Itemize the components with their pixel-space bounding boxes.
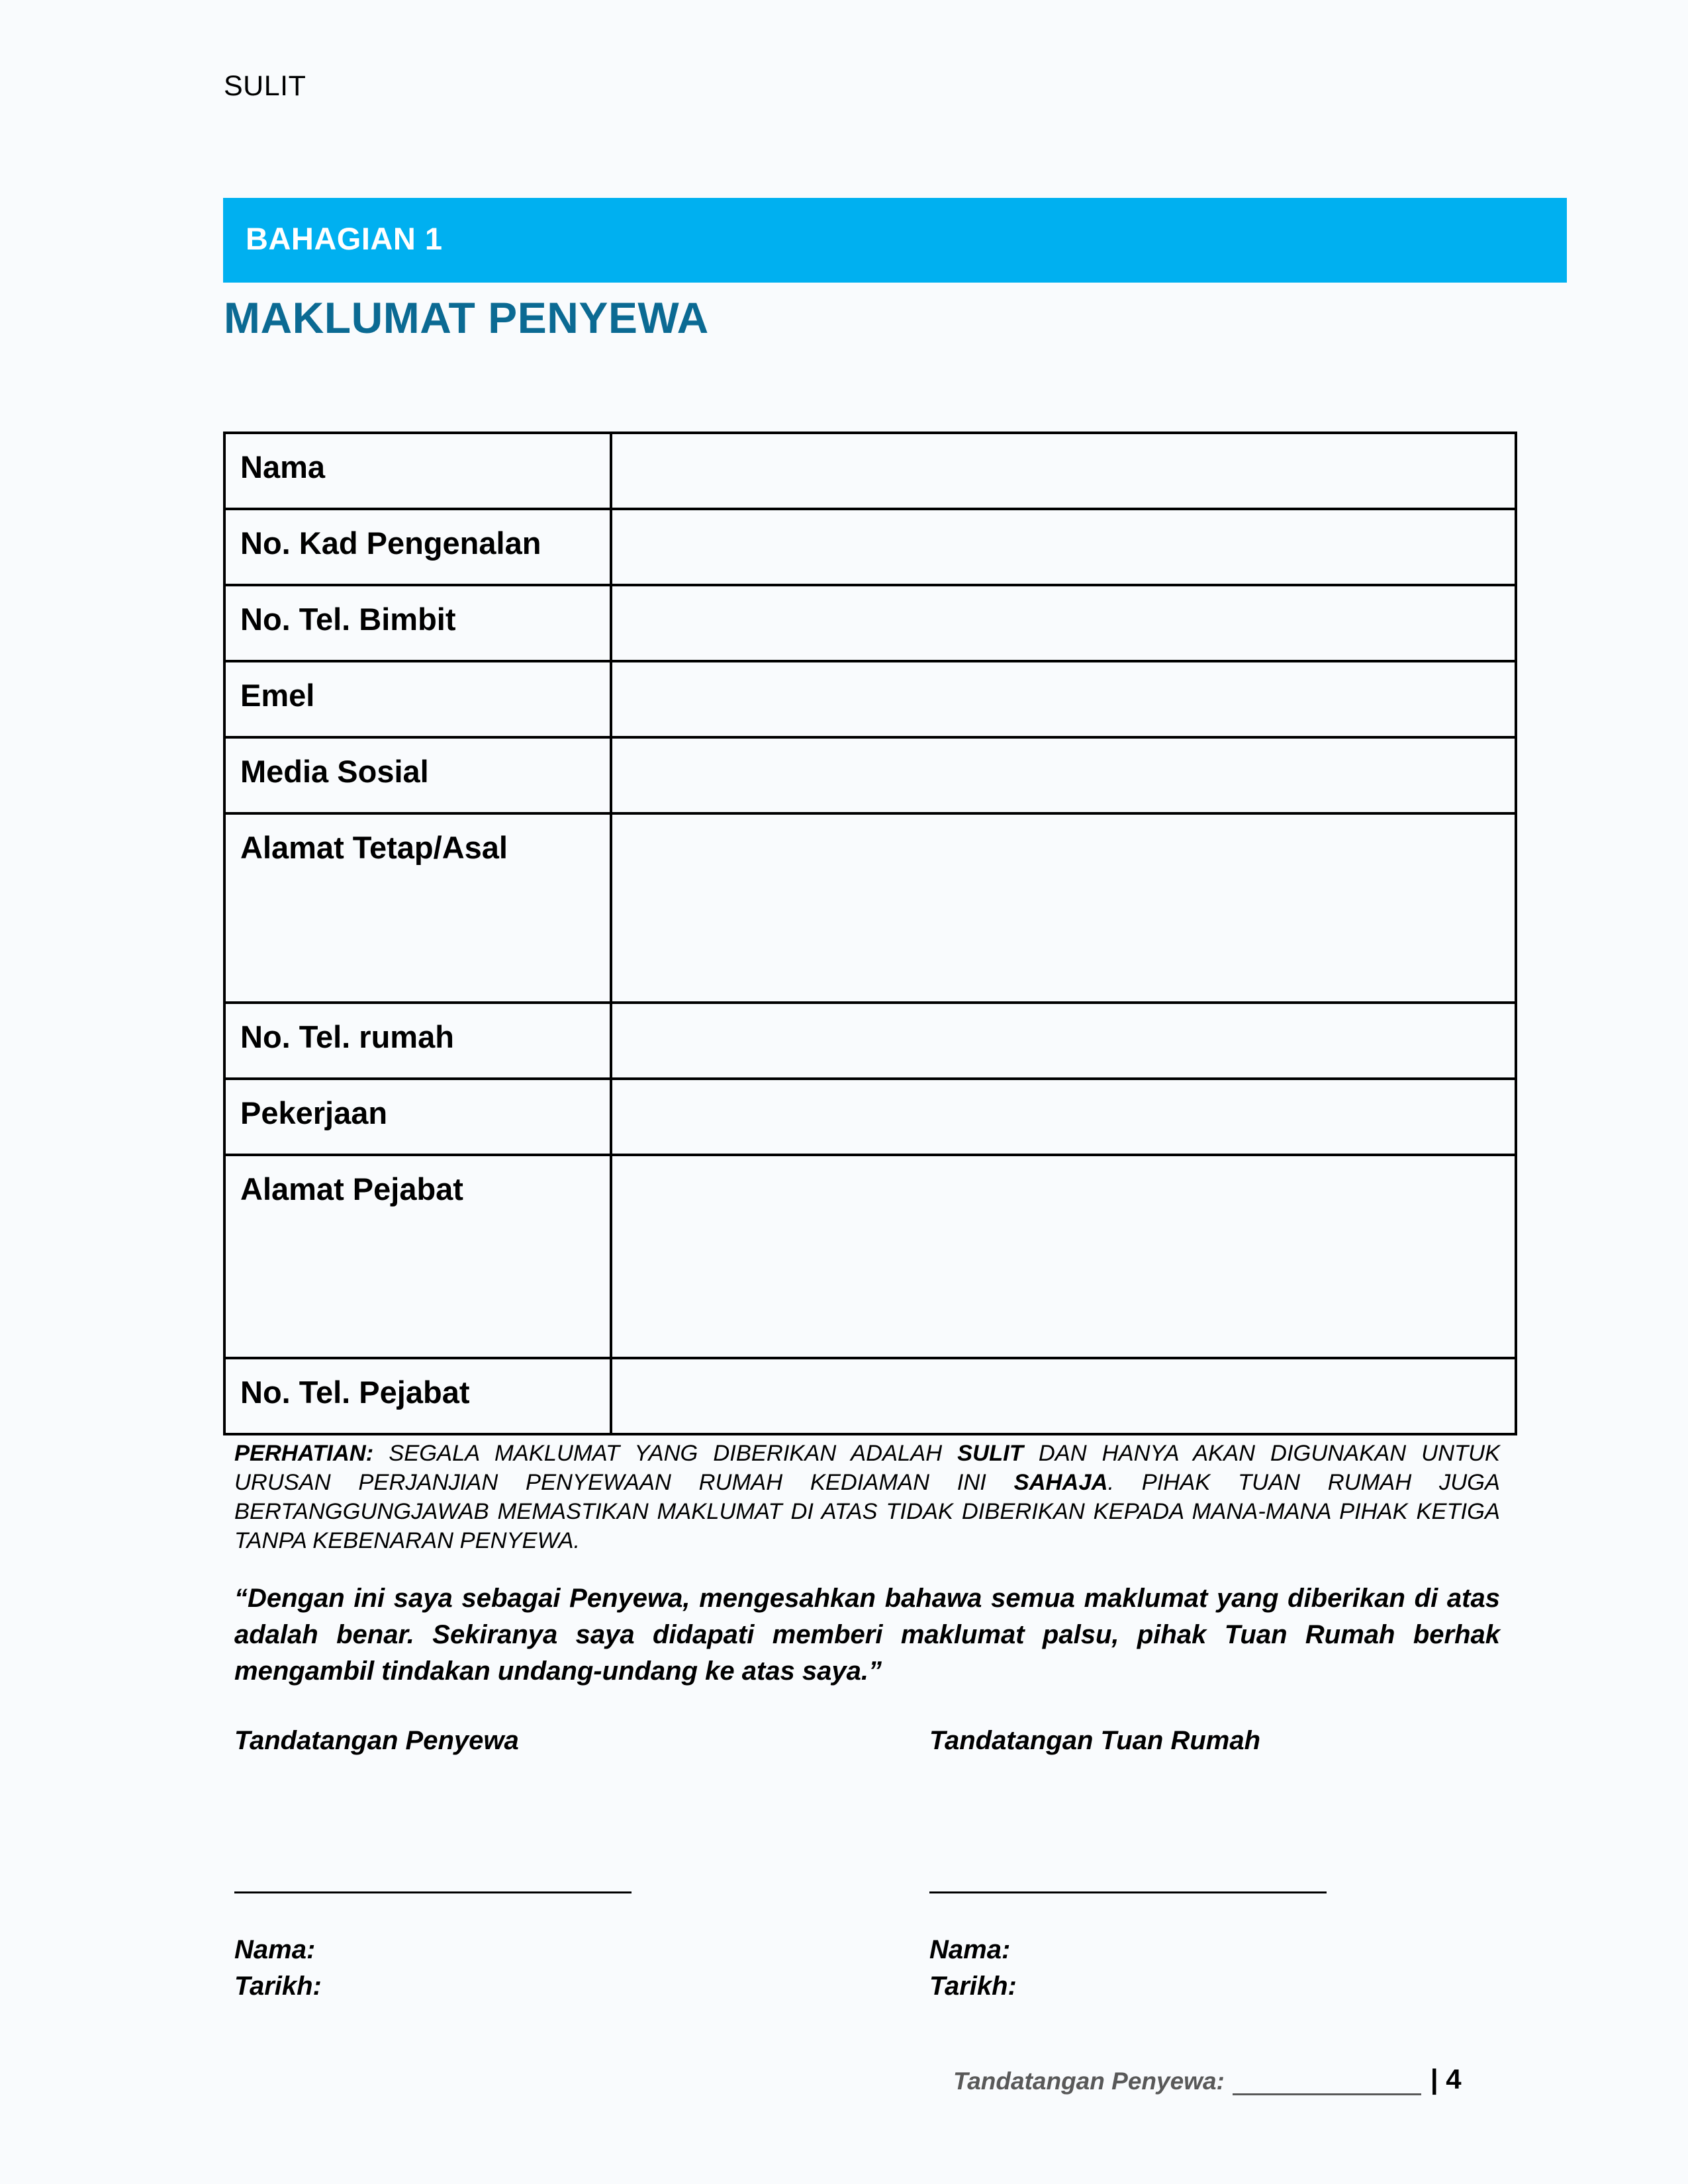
name-label: Nama: <box>929 1935 1011 1964</box>
field-label: Emel <box>224 661 611 737</box>
signature-fields <box>929 1932 1393 2005</box>
name-label: Nama: <box>234 1935 316 1964</box>
landlord-signature-block <box>929 1726 1393 2005</box>
field-value-media-sosial[interactable] <box>611 737 1516 813</box>
field-value-alamat-tetap[interactable] <box>611 813 1516 1003</box>
tenant-declaration: “Dengan ini saya sebagai Penyewa, mengesahkan bahawa semua maklumat yang diberikan di atas adalah benar. Sekiranya saya didapati memberi maklumat palsu, pihak Tuan Rumah berhak mengambil tindakan undang-undang ke atas saya.” <box>234 1584 1500 1686</box>
field-label: Pekerjaan <box>224 1079 611 1155</box>
field-label: No. Kad Pengenalan <box>224 509 611 585</box>
field-label: No. Tel. Bimbit <box>224 585 611 661</box>
field-label: Alamat Pejabat <box>224 1155 611 1358</box>
signature-title: Tandatangan Penyewa <box>234 1726 519 1755</box>
field-value-nama[interactable] <box>611 433 1516 509</box>
date-label: Tarikh: <box>929 1972 1017 2001</box>
form-row-tel-pejabat <box>224 1358 1516 1434</box>
tenant-signature-block <box>234 1726 698 2005</box>
notice-text: SEGALA MAKLUMAT YANG DIBERIKAN ADALAH <box>373 1441 958 1466</box>
field-label: No. Tel. Pejabat <box>224 1358 611 1434</box>
field-value-tel-bimbit[interactable] <box>611 585 1516 661</box>
notice-text: . PIHAK TUAN RUMAH JUGA BERTANGGUNGJAWAB MEMASTIKAN MAKLUMAT DI ATAS TIDAK DIBERIKAN KEPADA MANA-MANA PIHAK KETIGA TANPA KEBENARAN PENYEWA. <box>234 1470 1500 1553</box>
footer-signature-line[interactable] <box>1233 2070 1421 2095</box>
signature-title: Tandatangan Tuan Rumah <box>929 1726 1261 1755</box>
footer-signature-label: Tandatangan Penyewa: <box>953 2068 1225 2095</box>
notice-text: DAN HANYA AKAN DIGUNAKAN UNTUK URUSAN PERJANJIAN PENYEWAAN RUMAH KEDIAMAN INI <box>234 1441 1500 1495</box>
notice-emphasis: SAHAJA <box>1013 1470 1108 1495</box>
signature-fields <box>234 1932 698 2005</box>
field-value-emel[interactable] <box>611 661 1516 737</box>
page-number: | 4 <box>1430 2064 1462 2095</box>
form-row-media-sosial <box>224 737 1516 813</box>
classification-label: SULIT <box>224 70 306 102</box>
section-header-bar <box>223 198 1567 283</box>
date-label: Tarikh: <box>234 1972 322 2001</box>
form-row-tel-rumah <box>224 1003 1516 1079</box>
form-row-alamat-tetap <box>224 813 1516 1003</box>
form-row-tel-bimbit <box>224 585 1516 661</box>
field-value-kad-pengenalan[interactable] <box>611 509 1516 585</box>
page-footer <box>953 2064 1462 2095</box>
form-row-kad-pengenalan <box>224 509 1516 585</box>
form-row-emel <box>224 661 1516 737</box>
field-value-pekerjaan[interactable] <box>611 1079 1516 1155</box>
field-value-tel-pejabat[interactable] <box>611 1358 1516 1434</box>
form-row-pekerjaan <box>224 1079 1516 1155</box>
field-label: No. Tel. rumah <box>224 1003 611 1079</box>
tenant-info-table <box>223 432 1517 1435</box>
notice-emphasis: SULIT <box>957 1441 1023 1466</box>
notice-lead: PERHATIAN: <box>234 1441 374 1466</box>
privacy-notice <box>234 1439 1500 1555</box>
signature-line[interactable] <box>234 1891 632 1893</box>
section-title: MAKLUMAT PENYEWA <box>224 293 709 342</box>
form-row-nama <box>224 433 1516 509</box>
field-value-tel-rumah[interactable] <box>611 1003 1516 1079</box>
signature-line[interactable] <box>929 1891 1327 1893</box>
field-value-alamat-pejabat[interactable] <box>611 1155 1516 1358</box>
form-row-alamat-pejabat <box>224 1155 1516 1358</box>
section-label: BAHAGIAN 1 <box>246 221 443 256</box>
field-label: Nama <box>224 433 611 509</box>
field-label: Media Sosial <box>224 737 611 813</box>
field-label: Alamat Tetap/Asal <box>224 813 611 1003</box>
